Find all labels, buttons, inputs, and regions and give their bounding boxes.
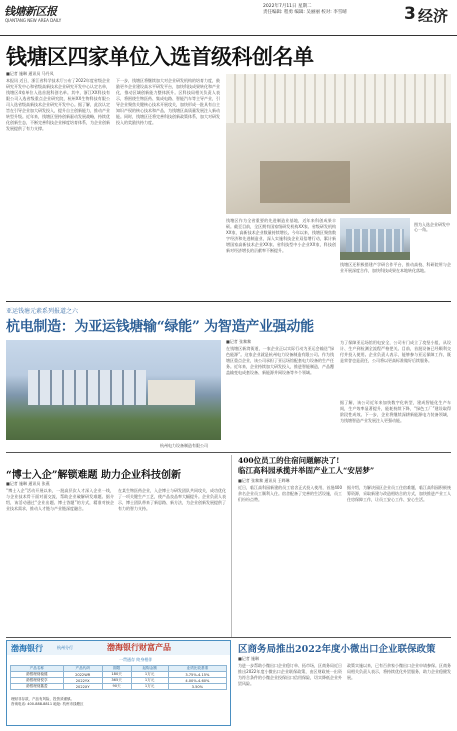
newspaper-logo: 钱塘新区报 (4, 5, 57, 18)
commerce-story-headline: 区商务局推出2022年度小微出口企业联保政策 (238, 644, 436, 655)
commerce-story-column-2: 政策实施以来，已有百余家小微出口企业申请参保。区商务局相关负责人表示，将持续优化外贸服务，助力企业稳健发展。 (347, 663, 451, 680)
bank-ad-title: 渤海银行财富产品 (107, 642, 171, 652)
commerce-story-column-1: 为进一步帮助小微出口企业稳订单、拓市场，区商务局近日推出2022年度小微出口企业联保政策，由区财政统一出资为符合条件的小微企业投保出口信用保险，切实降低企业外贸风险。 (238, 663, 342, 686)
bank-ad-notes (11, 697, 226, 707)
feature-photo-caption: 杭州电力设备制造有限公司 (160, 443, 208, 448)
story-left-byline: ■记者 施琳 通讯员 张燕 (6, 481, 50, 486)
bank-ad-risk-note: 理财非存款，产品有风险，投资须谨慎。 (11, 697, 74, 701)
table-header-cell: 起购金额 (131, 666, 168, 672)
bank-branch: 杭州分行 (57, 645, 73, 650)
table-cell: 1万元 (131, 678, 168, 684)
section-divider (6, 301, 451, 302)
feature-column-2: 为了保障亚运场馆用电安全，公司专门成立了攻坚小组，从设计、生产到检测全流程严格把关。目前，首批设备已经顺利交付并投入使用。企业负责人表示，能够参与亚运保障工作，既是荣誉也是责任，公司将以更高标准做好后续服务。 (340, 340, 451, 363)
table-cell: 365天 (102, 678, 131, 684)
bank-ad-slogan: 一贯通存 终身相伴 (119, 657, 153, 662)
section-name: 经济 (418, 7, 449, 25)
bank-ad-contact: 咨询电话: 400-888-8811 地址: 杭州市钱塘区 (11, 702, 84, 706)
table-cell: 3.50% (168, 684, 226, 690)
bank-advertisement (6, 640, 231, 726)
lead-column-3: 钱塘区作为全省重要的先进制造业基地，近年来科创成果丰硕。截至目前，全区拥有国家级研发机构XX家、省级研发机构XX家，高新技术企业数量持续增长。今年以来，钱塘区聚焦数字经济和先进制造业，深入实施科技企业双倍增行动，累计新增国家高新技术企业XX家、省科技型中小企业XX家，科技创新对经济增长的贡献率不断提升。 (226, 218, 336, 253)
table-cell: 90天 (102, 684, 131, 690)
table-cell: 1万元 (131, 684, 168, 690)
lead-column-2: 下一步，钱塘区将继续加大对企业研发机构的培育力度，鼓励更多企业建设高水平研发平台，加快科技成果转化和产业化，推动区域创新能力整体跃升。区科技局相关负责人表示，将围绕生物医药、集成电路、智能汽车等主导产业，引导企业聚焦关键核心技术开展攻关，加快形成一批具有自主知识产权的核心技术和产品，为钱塘区高质量发展注入新动能。同时，钱塘区还将完善科技创新政策体系，加大对研发投入的奖励扶持力度。 (116, 78, 220, 125)
feature-headline: 杭电制造：为亚运钱塘输“绿能” 为智造产业强动能 (6, 319, 314, 335)
table-cell: 180天 (102, 672, 131, 678)
table-header-cell: 产品代码 (63, 666, 102, 672)
table-cell: 2022WR (63, 672, 102, 678)
rule-bottom (6, 637, 451, 638)
table-cell: 3.75%-4.15% (168, 672, 226, 678)
story-right-headline-2: 临江高科园承揽并举固产业工人“安居梦” (238, 466, 375, 475)
table-cell: 4.00%-4.60% (168, 678, 226, 684)
column-rule (231, 455, 232, 637)
bank-logo: 渤海银行 (11, 644, 43, 653)
feature-byline: ■记者 张黎黎 (226, 339, 252, 344)
story-left-column-2: 在某生物医药企业，入企博士与研发团队共同攻关，成功优化了一项关键生产工艺，使产品良品率大幅提升。企业负责人表示，博士团队带来了新思路、新方法，为企业创新发展提供了有力的智力支持。 (118, 488, 226, 511)
feature-column-3: 据了解，该公司近年来加快数字化转型，建成智能化生产车间，生产效率显著提升，能耗持续下降，“绿色工厂”建设取得阶段性成效。下一步，企业将继续深耕新能源电力装备领域，为钱塘智造产业发展注入更强动能。 (340, 400, 451, 423)
bank-product-table (10, 665, 227, 690)
lead-photo-caption: 图为入选企业研发中心一角。 (414, 222, 450, 232)
issue-info (263, 4, 403, 16)
table-header-cell: 业绩比较基准 (168, 666, 226, 672)
newspaper-logo-subtitle: QIANTANG NEW AREA DAILY (5, 18, 62, 23)
table-header-row (11, 666, 227, 672)
lead-inset-photo (340, 218, 410, 260)
bank-ad-header (7, 641, 230, 655)
masthead (0, 0, 457, 36)
story-left-column-1: “博士入企”活动开展以来，一批高层次人才深入企业一线，与企业技术骨干面对面交流，帮助企业破解研发难题。据介绍，该活动通过“企业出题、博士答题”的方式，精准对接企业技术需求，推动人才链与产业链深度融合。 (6, 488, 114, 511)
lead-column-4: 钱塘区还积极搭建产学研合作平台，推动高校、科研院所与企业开展深度合作，加快科技成果在本地转化落地。 (340, 262, 451, 273)
page-number: 3 (404, 4, 416, 24)
story-right-column-2: 据介绍，为解决园区企业员工住宿难题，临江高科园积极统筹资源，采取新建与改造相结合的方式，加快推进产业工人住房保障工作，让员工安心工作、安心生活。 (347, 485, 451, 502)
rule-mid (6, 452, 451, 453)
story-right-column-1: 近日，临江高科园新建的员工宿舍正式投入使用，首批400余名企业员工顺利入住。宿舍配备了完善的生活设施，员工们纷纷点赞。 (238, 485, 342, 502)
table-cell: 渤银理财鑫盈 (11, 684, 64, 690)
table-cell: 渤银理财悦享 (11, 678, 64, 684)
lead-column-1: 本报讯 近日，浙江省科学技术厅公布了2022年度省级企业研究开发中心和省级高新技术企业研究开发中心认定名单，钱塘区4家单位入选首批科创名单。其中，浙江XX科技有限公司入选省级重点企业研究院，杭州XX生物科技有限公司入选省级高新技术企业研究开发中心。据了解，此次认定旨在引导企业加大研发投入，提升自主创新能力，推动产业转型升级。近年来，钱塘区坚持创新驱动发展战略，持续优化创新生态，不断完善科技企业梯度培育体系，为企业创新发展提供了有力支撑。 (6, 78, 110, 131)
lead-photo (226, 74, 451, 214)
table-header-cell: 期限 (102, 666, 131, 672)
table-cell: 1万元 (131, 672, 168, 678)
table-header-cell: 产品名称 (11, 666, 64, 672)
table-row (11, 684, 227, 690)
commerce-story-byline: ■记者 施琳 (238, 656, 260, 661)
feature-column-1: 在钱塘区新湾街道，一家企业正以实际行动为亚运会输送“绿色能源”。这家企业就是杭州电力设备制造有限公司。作为钱塘区重点企业，该公司承担了亚运场馆配套电力设备的生产任务。近年来，企业持续加大研发投入，推进智能制造，产品覆盖输变电成套设备、新能源并网设备等多个领域。 (226, 346, 334, 375)
table-cell: 渤银理财稳健 (11, 672, 64, 678)
issue-date: 2022年7月11日 星期二 (263, 4, 312, 9)
story-right-headline-1: 400位员工的住宿问题解决了! (238, 456, 340, 465)
table-cell: 2022XY (63, 684, 102, 690)
story-left-headline: “博士入企”解锁难题 助力企业科技创新 (6, 470, 181, 481)
lead-headline: 钱塘区四家单位入选首级科创名单 (6, 44, 314, 69)
story-right-byline: ■记者 张黎黎 通讯员 王晔琳 (238, 478, 290, 483)
feature-photo (6, 340, 221, 440)
feature-kicker: 亚运钱塘元素系列报道之六 (6, 308, 79, 315)
table-cell: 2022YX (63, 678, 102, 684)
issue-editors: 责任编辑: 程勇 编辑: 吴丽丽 校对: 李雪晴 (263, 10, 347, 15)
lead-byline: ■记者 施琳 通讯员 马丹凤 (6, 71, 54, 76)
